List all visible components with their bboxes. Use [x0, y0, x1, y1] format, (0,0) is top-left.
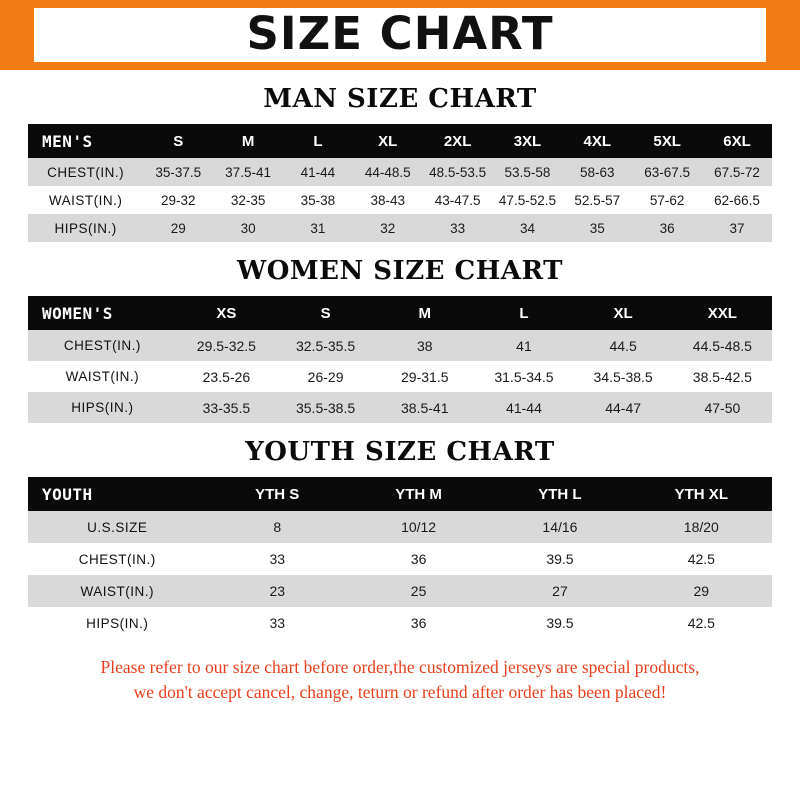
youth-header-xl: YTH XL — [631, 477, 772, 511]
men-table-body — [28, 158, 772, 242]
women-waist-l: 31.5-34.5 — [474, 361, 573, 392]
women-header-xl: XL — [574, 296, 673, 330]
men-header-label: MEN'S — [28, 124, 143, 158]
youth-ussize-m: 10/12 — [348, 511, 489, 543]
women-header-s: S — [276, 296, 375, 330]
women-chest-l: 41 — [474, 330, 573, 361]
women-waist-xs: 23.5-26 — [177, 361, 276, 392]
youth-header-m: YTH M — [348, 477, 489, 511]
table-header-row — [28, 477, 772, 511]
table-row — [28, 186, 772, 214]
men-chest-3xl: 53.5-58 — [493, 158, 563, 186]
men-header-5xl: 5XL — [632, 124, 702, 158]
youth-ussize-l: 14/16 — [489, 511, 630, 543]
table-row — [28, 214, 772, 242]
table-row — [28, 575, 772, 607]
men-header-l: L — [283, 124, 353, 158]
men-hips-xl: 32 — [353, 214, 423, 242]
table-row — [28, 330, 772, 361]
women-waist-label: WAIST(IN.) — [28, 361, 177, 392]
youth-header-l: YTH L — [489, 477, 630, 511]
women-chest-s: 32.5-35.5 — [276, 330, 375, 361]
men-chest-xl: 44-48.5 — [353, 158, 423, 186]
men-waist-xl: 38-43 — [353, 186, 423, 214]
men-hips-6xl: 37 — [702, 214, 772, 242]
men-hips-3xl: 34 — [493, 214, 563, 242]
men-hips-l: 31 — [283, 214, 353, 242]
women-chest-label: CHEST(IN.) — [28, 330, 177, 361]
youth-hips-xl: 42.5 — [631, 607, 772, 639]
men-chest-l: 41-44 — [283, 158, 353, 186]
header-band-left-accent — [0, 0, 34, 70]
men-hips-4xl: 35 — [562, 214, 632, 242]
men-header-m: M — [213, 124, 283, 158]
table-row — [28, 607, 772, 639]
footer-note-line-2: we don't accept cancel, change, teturn or refund after order has been placed! — [133, 682, 667, 703]
youth-hips-label: HIPS(IN.) — [28, 607, 207, 639]
men-waist-label: WAIST(IN.) — [28, 186, 143, 214]
youth-ussize-xl: 18/20 — [631, 511, 772, 543]
women-waist-xxl: 38.5-42.5 — [673, 361, 772, 392]
men-waist-5xl: 57-62 — [632, 186, 702, 214]
women-header-m: M — [375, 296, 474, 330]
men-chest-5xl: 63-67.5 — [632, 158, 702, 186]
women-hips-label: HIPS(IN.) — [28, 392, 177, 423]
table-row — [28, 392, 772, 423]
men-hips-5xl: 36 — [632, 214, 702, 242]
youth-hips-s: 33 — [207, 607, 348, 639]
page-title: SIZE CHART — [34, 8, 766, 62]
youth-hips-l: 39.5 — [489, 607, 630, 639]
women-size-table — [28, 296, 772, 423]
men-waist-3xl: 47.5-52.5 — [493, 186, 563, 214]
men-chest-label: CHEST(IN.) — [28, 158, 143, 186]
men-chest-4xl: 58-63 — [562, 158, 632, 186]
men-waist-4xl: 52.5-57 — [562, 186, 632, 214]
women-waist-s: 26-29 — [276, 361, 375, 392]
men-hips-m: 30 — [213, 214, 283, 242]
content — [0, 84, 800, 706]
youth-waist-xl: 29 — [631, 575, 772, 607]
women-table-head — [28, 296, 772, 330]
women-chest-xs: 29.5-32.5 — [177, 330, 276, 361]
men-chest-s: 35-37.5 — [143, 158, 213, 186]
table-row — [28, 158, 772, 186]
women-hips-xs: 33-35.5 — [177, 392, 276, 423]
men-section-title: MAN SIZE CHART — [263, 84, 537, 114]
youth-chest-label: CHEST(IN.) — [28, 543, 207, 575]
men-hips-s: 29 — [143, 214, 213, 242]
youth-ussize-label: U.S.SIZE — [28, 511, 207, 543]
men-chest-6xl: 67.5-72 — [702, 158, 772, 186]
youth-ussize-s: 8 — [207, 511, 348, 543]
women-header-l: L — [474, 296, 573, 330]
youth-table-body — [28, 511, 772, 639]
header-band — [0, 0, 800, 70]
table-row — [28, 511, 772, 543]
footer-note-line-1: Please refer to our size chart before order,the customized jerseys are special products, — [100, 657, 700, 677]
youth-hips-m: 36 — [348, 607, 489, 639]
table-row — [28, 361, 772, 392]
women-header-xs: XS — [177, 296, 276, 330]
youth-chest-l: 39.5 — [489, 543, 630, 575]
youth-table-head — [28, 477, 772, 511]
header-band-right-accent — [766, 0, 800, 70]
women-table-body — [28, 330, 772, 423]
men-waist-2xl: 43-47.5 — [423, 186, 493, 214]
men-header-4xl: 4XL — [562, 124, 632, 158]
table-row — [28, 543, 772, 575]
men-table-head — [28, 124, 772, 158]
men-header-6xl: 6XL — [702, 124, 772, 158]
youth-chest-xl: 42.5 — [631, 543, 772, 575]
women-header-xxl: XXL — [673, 296, 772, 330]
women-hips-s: 35.5-38.5 — [276, 392, 375, 423]
women-hips-m: 38.5-41 — [375, 392, 474, 423]
youth-header-label: YOUTH — [28, 477, 207, 511]
men-chest-m: 37.5-41 — [213, 158, 283, 186]
men-header-2xl: 2XL — [423, 124, 493, 158]
youth-chest-s: 33 — [207, 543, 348, 575]
women-section-title: WOMEN SIZE CHART — [237, 256, 563, 286]
women-chest-xxl: 44.5-48.5 — [673, 330, 772, 361]
youth-waist-label: WAIST(IN.) — [28, 575, 207, 607]
men-header-s: S — [143, 124, 213, 158]
youth-waist-l: 27 — [489, 575, 630, 607]
men-header-xl: XL — [353, 124, 423, 158]
women-waist-m: 29-31.5 — [375, 361, 474, 392]
women-hips-xxl: 47-50 — [673, 392, 772, 423]
women-header-label: WOMEN'S — [28, 296, 177, 330]
youth-header-s: YTH S — [207, 477, 348, 511]
men-waist-l: 35-38 — [283, 186, 353, 214]
youth-size-table — [28, 477, 772, 639]
men-waist-m: 32-35 — [213, 186, 283, 214]
youth-waist-s: 23 — [207, 575, 348, 607]
men-hips-label: HIPS(IN.) — [28, 214, 143, 242]
men-size-table — [28, 124, 772, 242]
youth-chest-m: 36 — [348, 543, 489, 575]
women-hips-xl: 44-47 — [574, 392, 673, 423]
men-header-3xl: 3XL — [493, 124, 563, 158]
women-waist-xl: 34.5-38.5 — [574, 361, 673, 392]
youth-section-title: YOUTH SIZE CHART — [245, 437, 555, 467]
table-header-row — [28, 124, 772, 158]
women-chest-xl: 44.5 — [574, 330, 673, 361]
men-hips-2xl: 33 — [423, 214, 493, 242]
men-waist-s: 29-32 — [143, 186, 213, 214]
women-chest-m: 38 — [375, 330, 474, 361]
women-hips-l: 41-44 — [474, 392, 573, 423]
men-waist-6xl: 62-66.5 — [702, 186, 772, 214]
men-chest-2xl: 48.5-53.5 — [423, 158, 493, 186]
table-header-row — [28, 296, 772, 330]
footer-note — [28, 655, 772, 706]
youth-waist-m: 25 — [348, 575, 489, 607]
